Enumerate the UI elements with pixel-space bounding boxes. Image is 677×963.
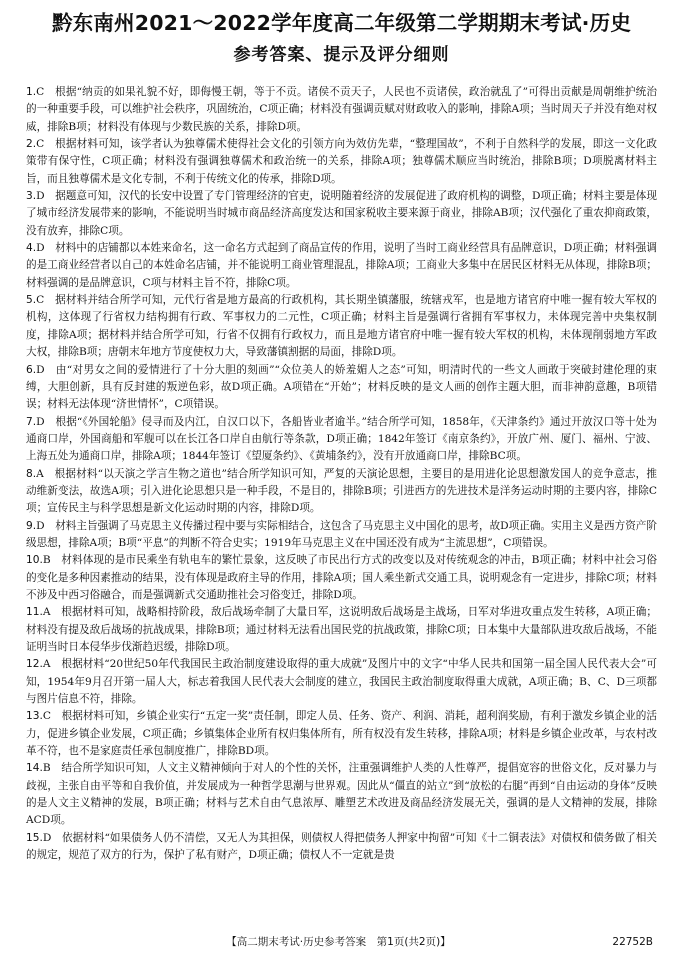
answer-number: 1. xyxy=(26,86,37,98)
answer-number: 4. xyxy=(26,242,37,255)
answer-number: 6. xyxy=(26,363,37,376)
answer-number: 12. xyxy=(26,658,43,671)
answer-list xyxy=(26,84,657,864)
answer-item-14 xyxy=(26,760,657,829)
footer-page-info: 【高二期末考试·历史参考答案 第1页(共2页)】 xyxy=(226,936,451,948)
answer-number: 7. xyxy=(26,415,37,428)
answer-number: 3. xyxy=(26,190,37,203)
answer-text: C 根据材料可知，该学者认为独尊儒术使得社会文化的引领方向为效仿先辈，“整理国故”，不利于自然科学的发展，即这一文化政策带有保守性，C项正确；材料没有强调独尊儒术和政治统一的关系，排除A项；独尊儒术顺应当时统治，排除B项；D项脱离材料主旨，而且独尊儒术是文化专制，不利于传统文化的传承，排除D项。 xyxy=(26,138,657,185)
answer-number: 9. xyxy=(26,519,37,532)
answer-text: A 根据材料可知，战略相持阶段，敌后战场牵制了大量日军，这说明敌后战场是主战场，日军对华进攻重点发生转移，A项正确；材料没有提及敌后战场的抗战成果，排除B项；通过材料无法看出国民党的抗战政策，排除C项；日本集中大量部队进攻敌后战场，不能证明当时日本侵华步伐渐趋迟缓，排除D项。 xyxy=(26,606,657,653)
answer-item-15 xyxy=(26,830,657,865)
answer-text: B 材料体现的是市民乘坐有轨电车的繁忙景象，这反映了市民出行方式的改变以及对传统观念的冲击，B项正确；材料中社会习俗的变化是多种因素推动的结果，没有体现是政府主导的作用，排除A项；国人乘坐新式交通工具，说明观念有一定进步，排除C项；材料不涉及中西习俗融合，而是强调新式交通助推社会习俗变迁，排除D项。 xyxy=(26,554,657,601)
page-title: 黔东南州2021～2022学年度高二年级第二学期期末考试·历史 xyxy=(51,11,632,35)
answer-item-2 xyxy=(26,136,657,188)
answer-item-13 xyxy=(26,708,657,760)
answer-number: 5. xyxy=(26,294,37,307)
answer-number: 10. xyxy=(26,554,43,567)
answer-text: D 材料主旨强调了马克思主义传播过程中要与实际相结合，这包含了马克思主义中国化的思考，故D项正确。实用主义是西方资产阶级思想，排除A项；B项“平息”的判断不符合史实；1919年马克思主义在中国还没有成为“主流思想”，C项错误。 xyxy=(26,519,657,549)
answer-item-5 xyxy=(26,292,657,361)
answer-item-1 xyxy=(26,84,657,136)
answer-item-12 xyxy=(26,656,657,708)
answer-number: 8. xyxy=(26,467,37,480)
answer-item-9 xyxy=(26,518,657,553)
page-footer xyxy=(0,933,677,951)
answer-text: D 依据材料“如果债务人仍不清偿，又无人为其担保，则债权人得把债务人押家中拘留”可知《十二铜表法》对债权和债务做了相关的规定，规范了双方的行为，保护了私有财产，D项正确；债权人不一定就是贵 xyxy=(26,831,657,862)
answer-text: B 结合所学知识可知，人文主义精神倾向于对人的个性的关怀，注重强调维护人类的人性尊严，提倡宽容的世俗文化，反对暴力与歧视，主张自由平等和自我价值，并发展成为一种哲学思潮与世界观。因此从“僵直的站立”到“放松的右腿”再到“自由运动的身体”反映的是人文主义精神的发展，B项正确；材料与艺术自由气息浓厚、雕塑艺术改进及商品经济发展无关，强调的是人文精神的发展，排除ACD项。 xyxy=(26,762,657,827)
page-subtitle: 参考答案、提示及评分细则 xyxy=(233,45,450,65)
answer-number: 2. xyxy=(26,138,37,151)
answer-text: D 根据“《外国轮船》侵寻而及内江，自汉口以下，各船皆业者逾半。”结合所学可知，1858年，《天津条约》通过开放汉口等十处为通商口岸，外国商船和军舰可以在长江各口岸自由航行等条款，D项正确；1842年签订《南京条约》，开放广州、厦门、福州、宁波、上海五处为通商口岸，排除A项；1844年签订《望厦条约》、《黄埔条约》，没有开放通商口岸，排除BC项。 xyxy=(26,415,657,463)
answer-item-8 xyxy=(26,466,657,518)
answer-text: C 据材料并结合所学可知，元代行省是地方最高的行政机构，其长期坐镇藩服，统辖戎军，也是地方诸官府中唯一握有较大军权的机构，这体现了行省权力结构拥有行政、军事权力的二元性，C项正确；材料主旨是强调行省拥有军事权力，未体现完善中央集权制度，排除A项；据材料并结合所学可知，行省不仅拥有行政权力，而且是地方诸官府中唯一握有较大军权的机构，未体现削弱地方军政大权，排除B项；唐朝末年地方节度使权力大，导致藩镇割据的局面，排除D项。 xyxy=(26,294,657,359)
answer-text: D 材料中的店铺都以本姓来命名，这一命名方式起到了商品宣传的作用，说明了当时工商业经营具有品牌意识，D项正确；材料强调的是工商业经营者以自己的本姓命名店铺，并不能说明工商业管理混乱，排除A项；工商业大多集中在居民区材料无从体现，排除B项；材料强调的是品牌意识，C项与材料主旨不符，排除C项。 xyxy=(26,242,657,289)
answer-text: C 根据“纳贡的如果礼貌不好，即侮慢王朝，等于不贡。诸侯不贡天子，人民也不贡诸侯，政治就乱了”可得出贡献是周朝维护统治的一种重要手段，可以维护社会秩序，巩固统治，C项正确；材料没有强调贡赋对财政收入的影响，排除A项；当时周天子并没有绝对权威，排除B项；材料没有体现与少数民族的关系，排除D项。 xyxy=(26,86,657,133)
answer-number: 11. xyxy=(26,606,43,619)
answer-number: 14. xyxy=(26,762,43,775)
answer-text: A 根据材料“20世纪50年代我国民主政治制度建设取得的重大成就”及图片中的文字“中华人民共和国第一届全国人民代表大会”可知，1954年9月召开第一届人大，标志着我国人民代表大会制度的建立，我国民主政治制度取得重大成就，A项正确；B、C、D三项都与图片信息不符，排除。 xyxy=(26,658,657,706)
answer-text: A 根据材料“以天演之学言生物之道也”结合所学知识可知，严复的天演论思想，主要目的是用进化论思想激发国人的竞争意志，推动维新变法，故选A项；引入进化论思想只是一种手段，不是目的，排除B项；引进西方的先进技术是洋务运动时期的主要内容，排除C项；宣传民主与科学思想是新文化运动时期的内容，排除D项。 xyxy=(26,467,657,515)
answer-item-4 xyxy=(26,240,657,292)
answer-number: 15. xyxy=(26,831,43,844)
answer-text: D 据题意可知，汉代的长安中设置了专门管理经济的官吏，说明随着经济的发展促进了政府机构的调整，D项正确；材料主要是体现了城市经济发展带来的影响，不能说明当时城市商品经济高度发达和国家税收主要来源于商业，排除AB项；汉代强化了重农抑商政策，没有放弃，排除C项。 xyxy=(26,190,657,237)
answer-item-10 xyxy=(26,552,657,604)
answer-item-6 xyxy=(26,362,657,414)
answer-item-3 xyxy=(26,188,657,240)
footer-doc-code: 22752B xyxy=(612,936,653,948)
answer-item-7 xyxy=(26,414,657,466)
answer-text: D 由“对男女之间的爱情进行了十分大胆的刻画”“众位美人的娇羞媚人之态”可知，明清时代的一些文人画敢于突破封建伦理的束缚，大胆创新，具有反封建的叛逆色彩，故D项正确。A项错在“开始”；材料反映的是文人画的创作主题大胆，而非神韵意趣，B项错误；材料无法体现“济世情怀”，C项错误。 xyxy=(26,363,657,411)
answer-item-11 xyxy=(26,604,657,656)
answer-text: C 根据材料可知，乡镇企业实行“五定一奖”责任制，即定人员、任务、资产、利润、消耗，超利润奖励，有利于激发乡镇企业的活力，促进乡镇企业发展，C项正确；乡镇集体企业所有权归集体所有，所有权没有发生转移，排除A项；材料是乡镇企业改革，与农村改革不符，也不是家庭责任承包制度推广，排除BD项。 xyxy=(26,710,657,758)
answer-number: 13. xyxy=(26,710,43,723)
